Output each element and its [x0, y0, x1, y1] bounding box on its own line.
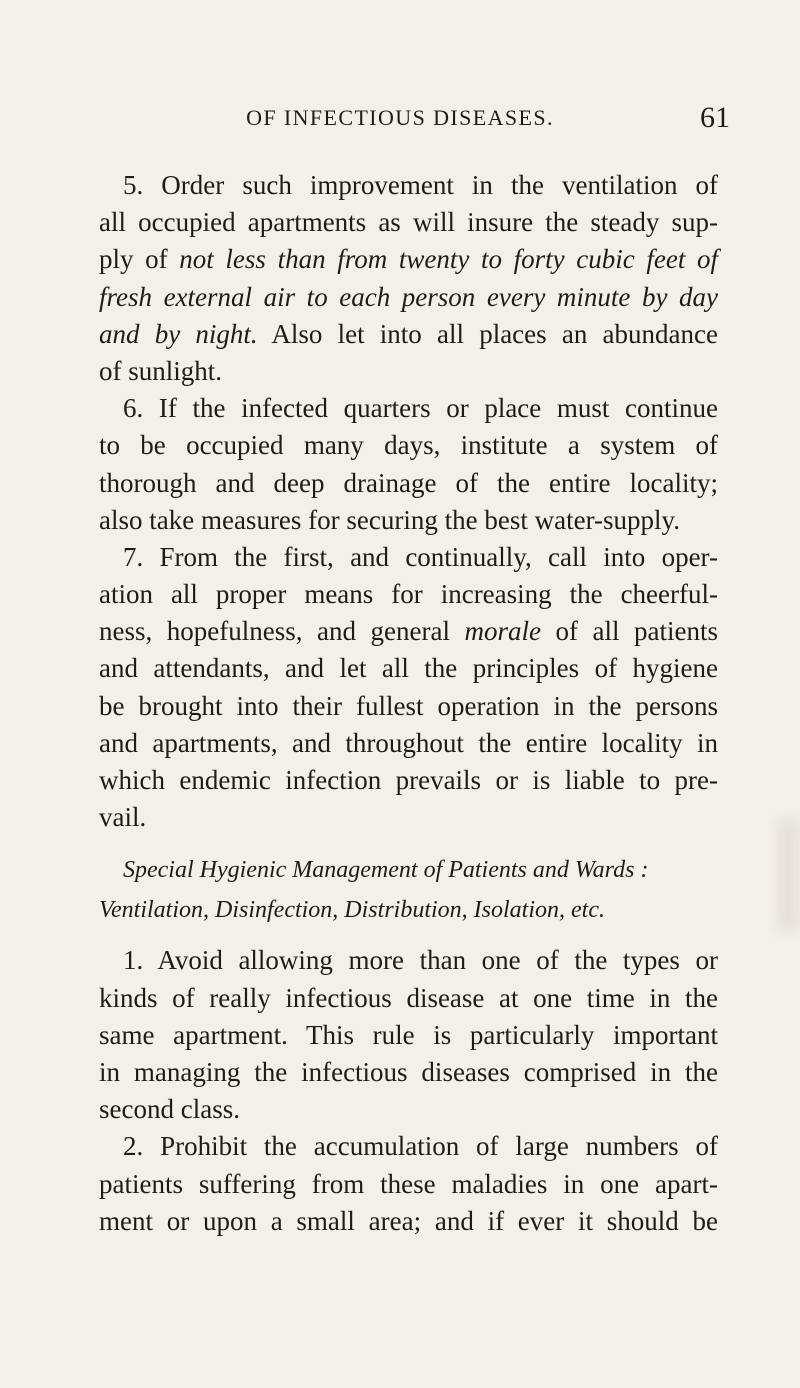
- text-line: ness, hopefulness, and general morale of all patients: [99, 616, 718, 647]
- text-line: and by night. Also let into all places an abundance: [99, 318, 718, 349]
- text-line: vail.: [99, 802, 147, 833]
- text-line: 5. Order such improvement in the ventilation of: [123, 170, 718, 200]
- text-line: 2. Prohibit the accumulation of large numbers of: [123, 1131, 718, 1162]
- text-line: 6. If the infected quarters or place must continue: [123, 393, 718, 424]
- paragraphs-5-7: [99, 167, 718, 836]
- text-line: 1. Avoid allowing more than one of the types or: [123, 945, 718, 976]
- text-line: of sunlight.: [99, 355, 223, 386]
- text-line: ment or upon a small area; and if ever it should be: [99, 1205, 718, 1236]
- text-line: 7. From the first, and continually, call into oper-: [123, 541, 718, 572]
- text-line: and apartments, and throughout the entire locality in: [99, 727, 718, 758]
- running-head: OF INFECTIOUS DISEASES.: [246, 105, 554, 130]
- text-line: second class.: [99, 1094, 240, 1125]
- text-line: be brought into their fullest operation in the persons: [99, 690, 718, 721]
- text-line: thorough and deep drainage of the entire locality;: [99, 467, 718, 498]
- text-line: patients suffering from these maladies in one apart-: [99, 1168, 718, 1199]
- text-line: fresh external air to each person every minute by day: [99, 281, 718, 312]
- section-heading: [99, 850, 718, 930]
- section-heading-line-1: Special Hygienic Management of Patients and Wards :: [123, 857, 649, 884]
- body-text: [99, 167, 718, 1240]
- paragraphs-1-2: [99, 942, 718, 1240]
- text-line: kinds of really infectious disease at one time in the: [99, 982, 718, 1013]
- text-line: also take measures for securing the best water-supply.: [99, 504, 681, 535]
- page-number: 61: [700, 101, 730, 134]
- text-line: which endemic infection prevails or is liable to pre-: [99, 765, 718, 795]
- text-line: all occupied apartments as will insure the steady sup-: [99, 207, 718, 238]
- page-header: [70, 98, 730, 138]
- text-line: to be occupied many days, institute a system of: [99, 430, 718, 461]
- text-line: in managing the infectious diseases comprised in the: [99, 1056, 718, 1087]
- text-line: and attendants, and let all the principles of hygiene: [99, 653, 718, 684]
- text-line: ation all proper means for increasing the cheerful-: [99, 579, 718, 610]
- paper-smudge: [778, 820, 800, 930]
- text-line: ply of not less than from twenty to forty cubic feet of: [99, 244, 718, 275]
- text-line: same apartment. This rule is particularly important: [99, 1019, 718, 1050]
- section-heading-line-2: Ventilation, Disinfection, Distribution, Isolation, etc.: [99, 897, 605, 924]
